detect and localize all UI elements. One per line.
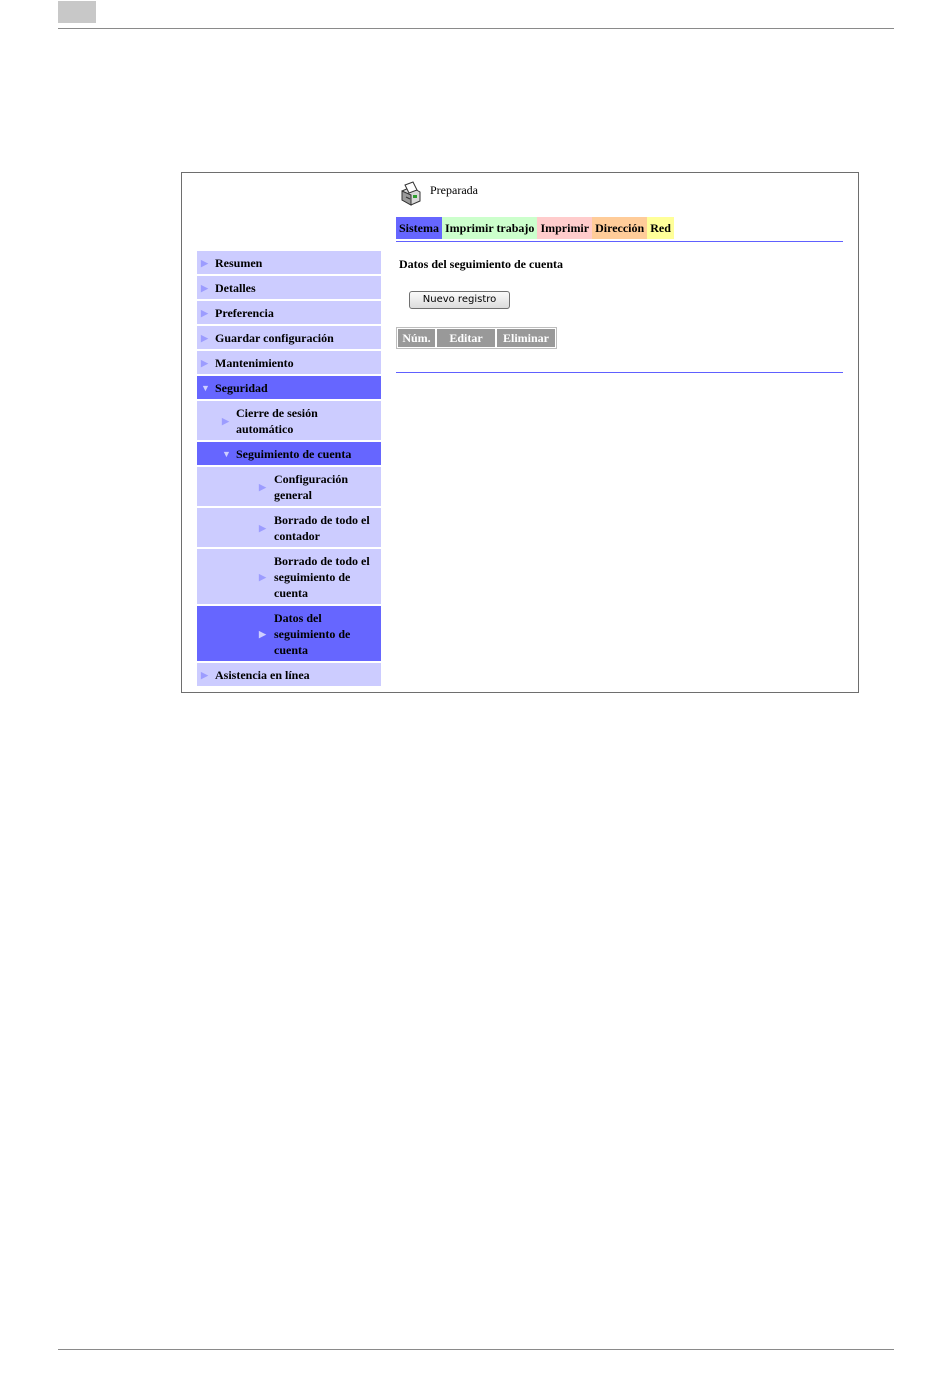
page-title: Datos del seguimiento de cuenta xyxy=(399,257,563,271)
tabs-divider xyxy=(396,241,843,242)
sidebar-item-cierre-de-sesion[interactable] xyxy=(197,401,381,440)
arrow-right-icon: ▶ xyxy=(259,481,266,492)
arrow-right-icon: ▶ xyxy=(222,415,229,426)
tab-imprimir-trabajo[interactable]: Imprimir trabajo xyxy=(442,217,537,239)
column-header-eliminar: Eliminar xyxy=(497,329,555,347)
top-tabs xyxy=(396,217,674,239)
sidebar-item-preferencia[interactable] xyxy=(197,301,381,324)
header-rule xyxy=(58,28,894,29)
arrow-right-icon: ▶ xyxy=(259,628,266,639)
new-record-button[interactable]: Nuevo registro xyxy=(409,291,510,309)
sidebar-item-datos-seguimiento[interactable] xyxy=(197,606,381,661)
sidebar-item-label: Borrado de todo el contador xyxy=(274,512,370,543)
sidebar-item-asistencia-en-linea[interactable] xyxy=(197,663,381,686)
arrow-right-icon: ▶ xyxy=(201,257,208,268)
sidebar-item-label: Preferencia xyxy=(215,305,274,320)
page-tab-marker xyxy=(58,1,96,23)
sidebar-item-label: Resumen xyxy=(215,255,263,270)
column-header-num: Núm. xyxy=(398,329,435,347)
sidebar-item-seguridad[interactable] xyxy=(197,376,381,399)
sidebar-item-label: Asistencia en línea xyxy=(215,667,310,682)
sidebar-item-configuracion-general[interactable] xyxy=(197,467,381,506)
sidebar-item-detalles[interactable] xyxy=(197,276,381,299)
sidebar-item-label: Configuración general xyxy=(274,471,349,502)
sidebar-item-label: Seguridad xyxy=(215,380,268,395)
sidebar-item-borrado-contador[interactable] xyxy=(197,508,381,547)
sidebar-nav xyxy=(197,251,381,688)
sidebar-item-borrado-seguimiento[interactable] xyxy=(197,549,381,604)
printer-icon xyxy=(398,181,424,207)
sidebar-item-label: Guardar configuración xyxy=(215,330,334,345)
status-text: Preparada xyxy=(430,182,478,197)
arrow-down-icon: ▼ xyxy=(201,382,210,393)
content-divider xyxy=(396,372,843,373)
sidebar-item-label: Cierre de sesión automático xyxy=(236,405,318,436)
sidebar-item-label: Datos del seguimiento de cuenta xyxy=(274,610,351,657)
sidebar-item-mantenimiento[interactable] xyxy=(197,351,381,374)
arrow-right-icon: ▶ xyxy=(201,357,208,368)
arrow-right-icon: ▶ xyxy=(201,307,208,318)
tab-sistema[interactable]: Sistema xyxy=(396,217,442,239)
footer-rule xyxy=(58,1349,894,1350)
sidebar-item-label: Detalles xyxy=(215,280,256,295)
tab-red[interactable]: Red xyxy=(647,217,674,239)
status-area xyxy=(398,181,478,207)
arrow-down-icon: ▼ xyxy=(222,448,231,459)
arrow-right-icon: ▶ xyxy=(201,282,208,293)
sidebar-item-resumen[interactable] xyxy=(197,251,381,274)
tab-direccion[interactable]: Dirección xyxy=(592,217,647,239)
sidebar-item-seguimiento-de-cuenta[interactable] xyxy=(197,442,381,465)
tab-imprimir[interactable]: Imprimir xyxy=(537,217,592,239)
records-table xyxy=(396,327,557,349)
column-header-editar: Editar xyxy=(437,329,495,347)
arrow-right-icon: ▶ xyxy=(201,332,208,343)
sidebar-item-label: Borrado de todo el seguimiento de cuenta xyxy=(274,553,370,600)
arrow-right-icon: ▶ xyxy=(201,669,208,680)
sidebar-item-guardar-configuracion[interactable] xyxy=(197,326,381,349)
arrow-right-icon: ▶ xyxy=(259,522,266,533)
sidebar-item-label: Seguimiento de cuenta xyxy=(236,446,352,461)
arrow-right-icon: ▶ xyxy=(259,571,266,582)
sidebar-item-label: Mantenimiento xyxy=(215,355,294,370)
browser-screenshot-frame xyxy=(181,172,859,693)
